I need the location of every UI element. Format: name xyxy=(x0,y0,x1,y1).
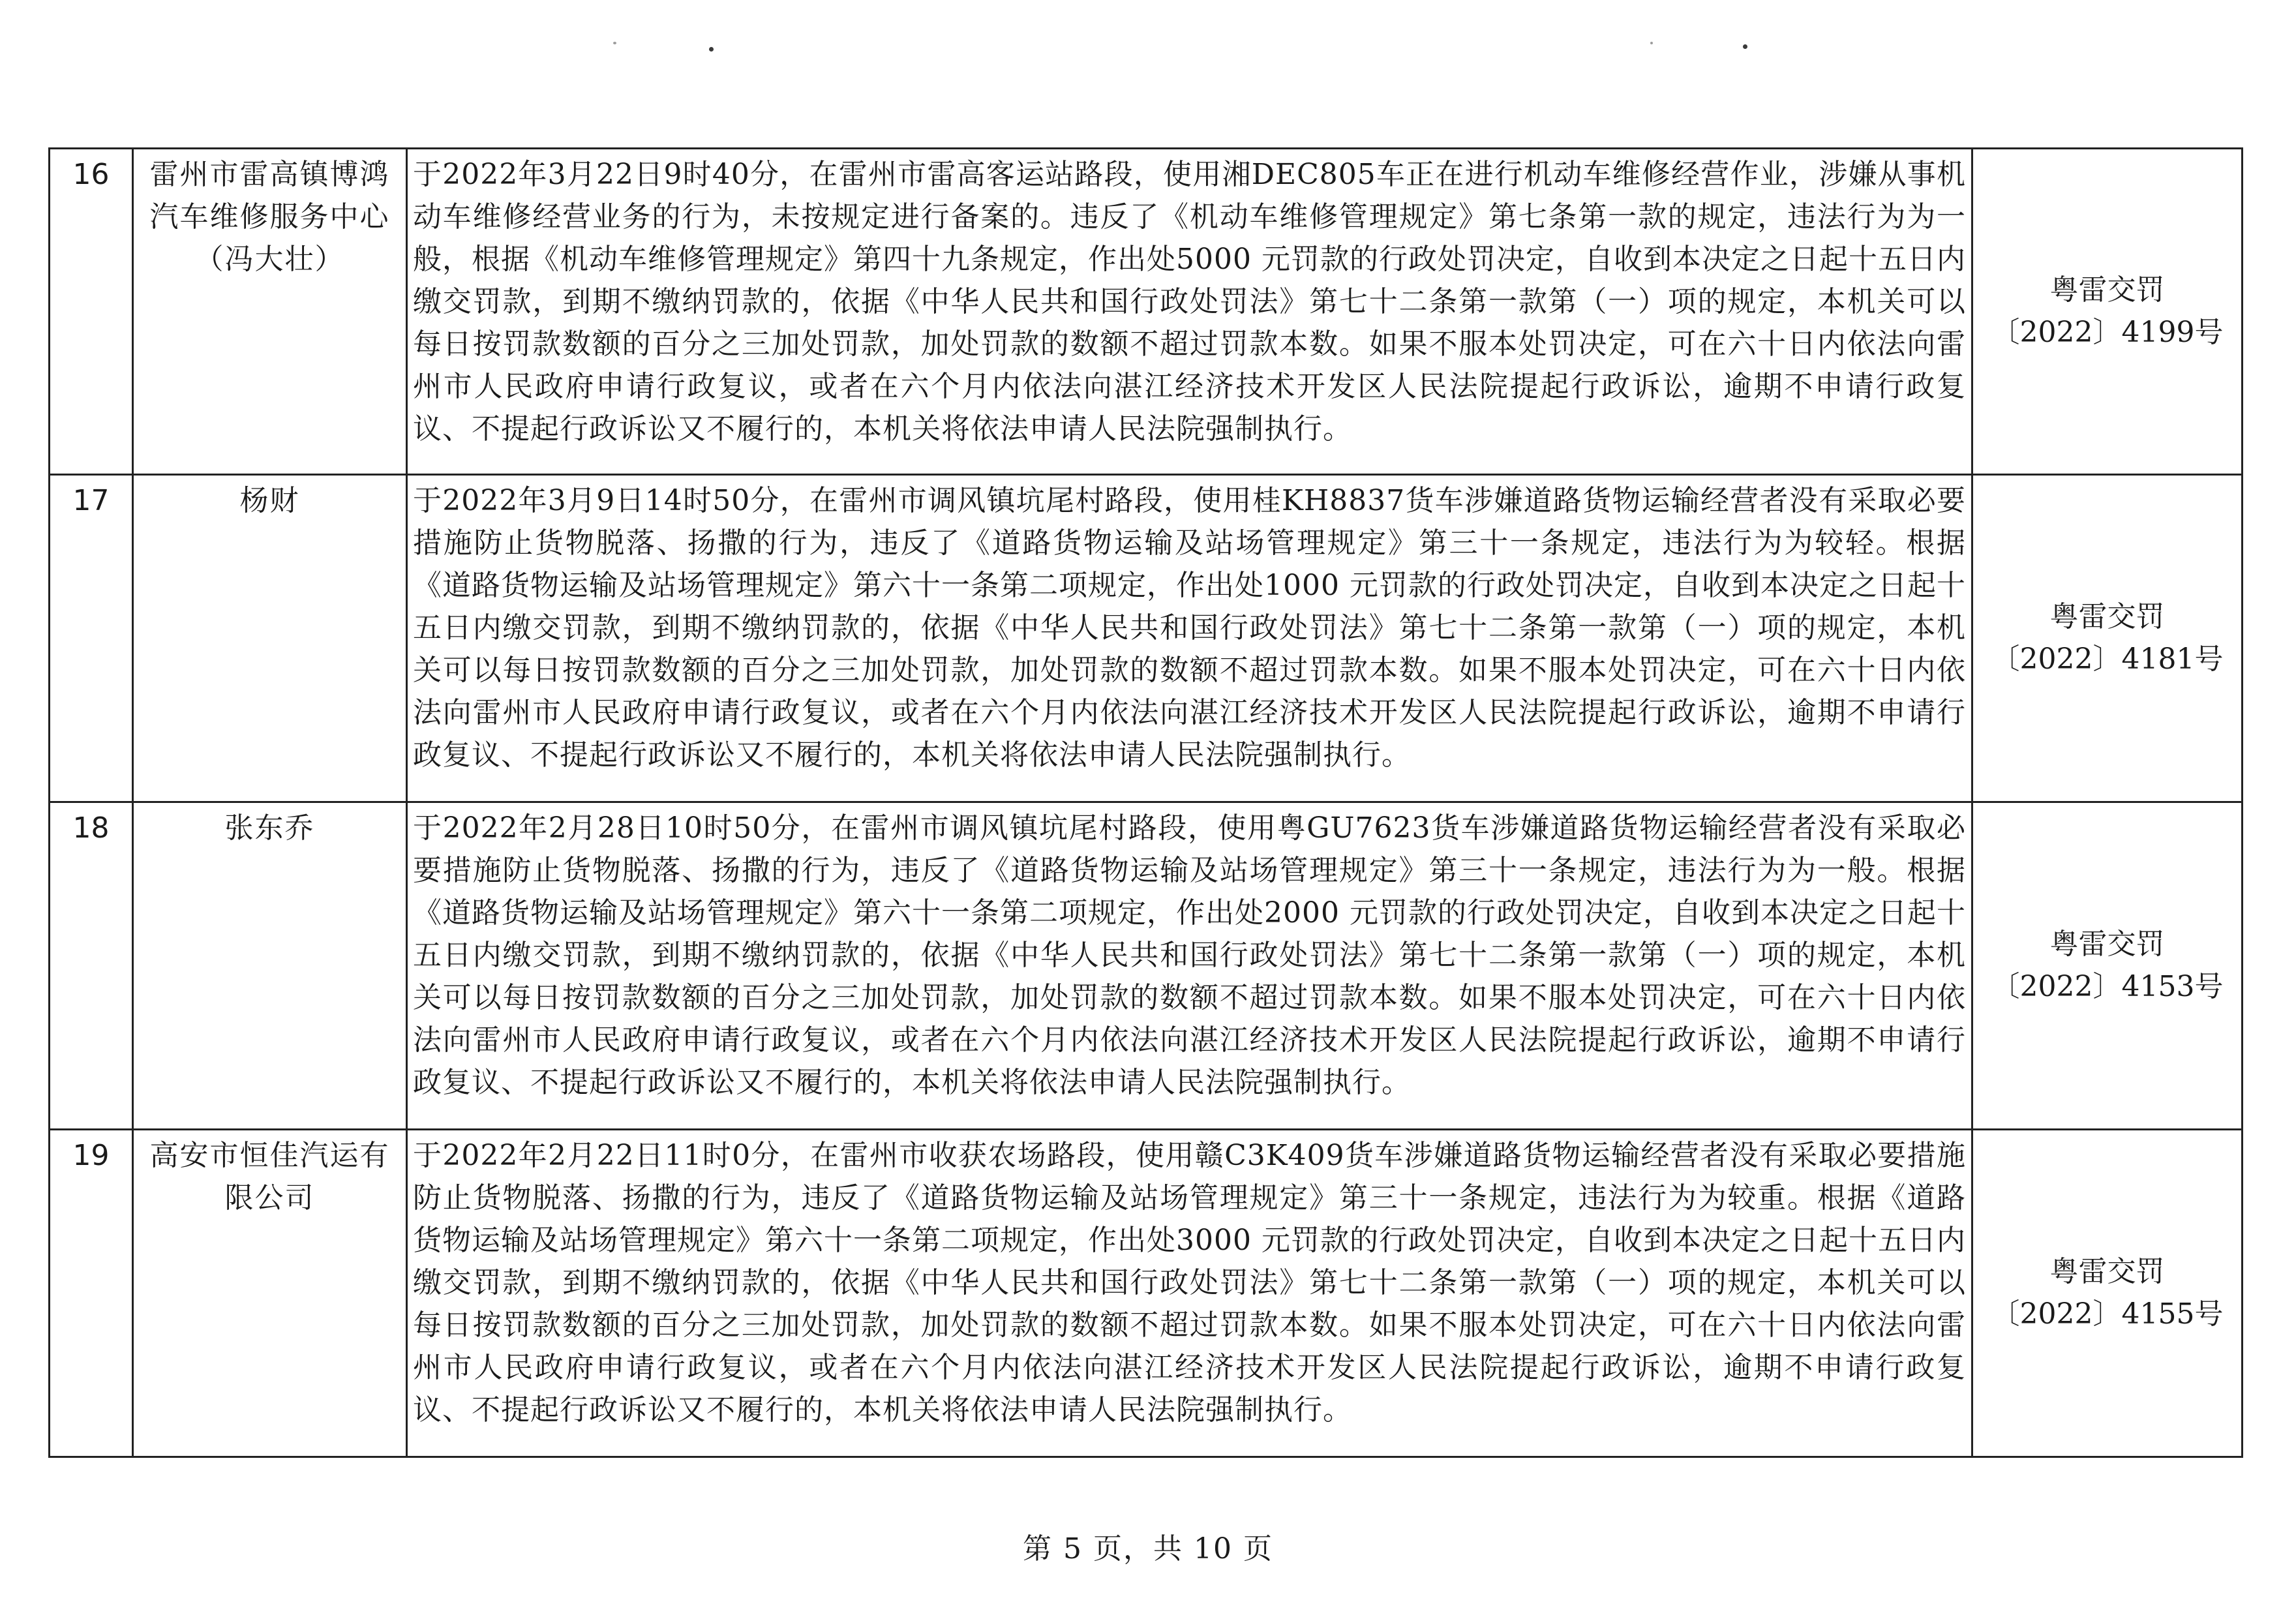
row-number: 16 xyxy=(50,149,133,475)
decision-number-prefix: 粤雷交罚 xyxy=(2049,1254,2165,1288)
violation-detail: 于2022年3月9日14时50分，在雷州市调风镇坑尾村路段，使用桂KH8837货车涉嫌道路货物运输经营者没有采取必要措施防止货物脱落、扬撒的行为，违反了《道路货物运输及站场管理规定》第三十一条规定，违法行为为较轻。根据《道路货物运输及站场管理规定》第六十一条第二项规定，作出处1000 元罚款的行政处罚决定，自收到本决定之日起十五日内缴交罚款，到期不缴纳罚款的，依据《中华人民共和国行政处罚法》第七十二条第一款第（一）项的规定，本机关可以每日按罚款数额的百分之三加处罚款，加处罚款的数额不超过罚款本数。如果不服本处罚决定，可在六十日内依法向雷州市人民政府申请行政复议，或者在六个月内依法向湛江经济技术开发区人民法院提起行政诉讼，逾期不申请行政复议、不提起行政诉讼又不履行的，本机关将依法申请人民法院强制执行。 xyxy=(407,475,1972,802)
decision-number-code: 〔2022〕4199号 xyxy=(1991,315,2224,349)
party-name: 高安市恒佳汽运有限公司 xyxy=(133,1130,407,1457)
decision-number xyxy=(1972,1130,2243,1457)
scan-speck xyxy=(1650,42,1653,44)
table-row xyxy=(50,1130,2243,1457)
scan-artifacts xyxy=(0,0,2296,78)
decision-number xyxy=(1972,802,2243,1130)
decision-number xyxy=(1972,149,2243,475)
table-row xyxy=(50,802,2243,1130)
row-number: 17 xyxy=(50,475,133,802)
violation-detail: 于2022年2月28日10时50分，在雷州市调风镇坑尾村路段，使用粤GU7623货车涉嫌道路货物运输经营者没有采取必要措施防止货物脱落、扬撒的行为，违反了《道路货物运输及站场管理规定》第三十一条规定，违法行为为一般。根据《道路货物运输及站场管理规定》第六十一条第二项规定，作出处2000 元罚款的行政处罚决定，自收到本决定之日起十五日内缴交罚款，到期不缴纳罚款的，依据《中华人民共和国行政处罚法》第七十二条第一款第（一）项的规定，本机关可以每日按罚款数额的百分之三加处罚款，加处罚款的数额不超过罚款本数。如果不服本处罚决定，可在六十日内依法向雷州市人民政府申请行政复议，或者在六个月内依法向湛江经济技术开发区人民法院提起行政诉讼，逾期不申请行政复议、不提起行政诉讼又不履行的，本机关将依法申请人民法院强制执行。 xyxy=(407,802,1972,1130)
violation-detail: 于2022年3月22日9时40分，在雷州市雷高客运站路段，使用湘DEC805车正在进行机动车维修经营作业，涉嫌从事机动车维修经营业务的行为，未按规定进行备案的。违反了《机动车维修管理规定》第七条第一款的规定，违法行为为一般，根据《机动车维修管理规定》第四十九条规定，作出处5000 元罚款的行政处罚决定，自收到本决定之日起十五日内缴交罚款，到期不缴纳罚款的，依据《中华人民共和国行政处罚法》第七十二条第一款第（一）项的规定，本机关可以每日按罚款数额的百分之三加处罚款，加处罚款的数额不超过罚款本数。如果不服本处罚决定，可在六十日内依法向雷州市人民政府申请行政复议，或者在六个月内依法向湛江经济技术开发区人民法院提起行政诉讼，逾期不申请行政复议、不提起行政诉讼又不履行的，本机关将依法申请人民法院强制执行。 xyxy=(407,149,1972,475)
page-footer: 第 5 页，共 10 页 xyxy=(1023,1532,1273,1565)
decision-number-prefix: 粤雷交罚 xyxy=(2049,599,2165,633)
decision-number xyxy=(1972,475,2243,802)
decision-number-code: 〔2022〕4155号 xyxy=(1991,1297,2224,1331)
decision-number-prefix: 粤雷交罚 xyxy=(2049,927,2165,961)
party-name: 张东乔 xyxy=(133,802,407,1130)
row-number: 18 xyxy=(50,802,133,1130)
decision-number-code: 〔2022〕4181号 xyxy=(1991,642,2224,676)
scan-speck xyxy=(613,42,616,44)
decision-number-code: 〔2022〕4153号 xyxy=(1991,969,2224,1003)
scan-speck xyxy=(709,47,714,52)
party-name: 杨财 xyxy=(133,475,407,802)
violation-detail: 于2022年2月22日11时0分，在雷州市收获农场路段，使用赣C3K409货车涉嫌道路货物运输经营者没有采取必要措施防止货物脱落、扬撒的行为，违反了《道路货物运输及站场管理规定》第三十一条规定，违法行为为较重。根据《道路货物运输及站场管理规定》第六十一条第二项规定，作出处3000 元罚款的行政处罚决定，自收到本决定之日起十五日内缴交罚款，到期不缴纳罚款的，依据《中华人民共和国行政处罚法》第七十二条第一款第（一）项的规定，本机关可以每日按罚款数额的百分之三加处罚款，加处罚款的数额不超过罚款本数。如果不服本处罚决定，可在六十日内依法向雷州市人民政府申请行政复议，或者在六个月内依法向湛江经济技术开发区人民法院提起行政诉讼，逾期不申请行政复议、不提起行政诉讼又不履行的，本机关将依法申请人民法院强制执行。 xyxy=(407,1130,1972,1457)
party-name: 雷州市雷高镇博鸿汽车维修服务中心（冯大壮） xyxy=(133,149,407,475)
row-number: 19 xyxy=(50,1130,133,1457)
decision-number-prefix: 粤雷交罚 xyxy=(2049,273,2165,307)
penalty-records-table xyxy=(48,147,2243,1458)
table-row xyxy=(50,149,2243,475)
table-row xyxy=(50,475,2243,802)
scan-speck xyxy=(1743,44,1747,49)
